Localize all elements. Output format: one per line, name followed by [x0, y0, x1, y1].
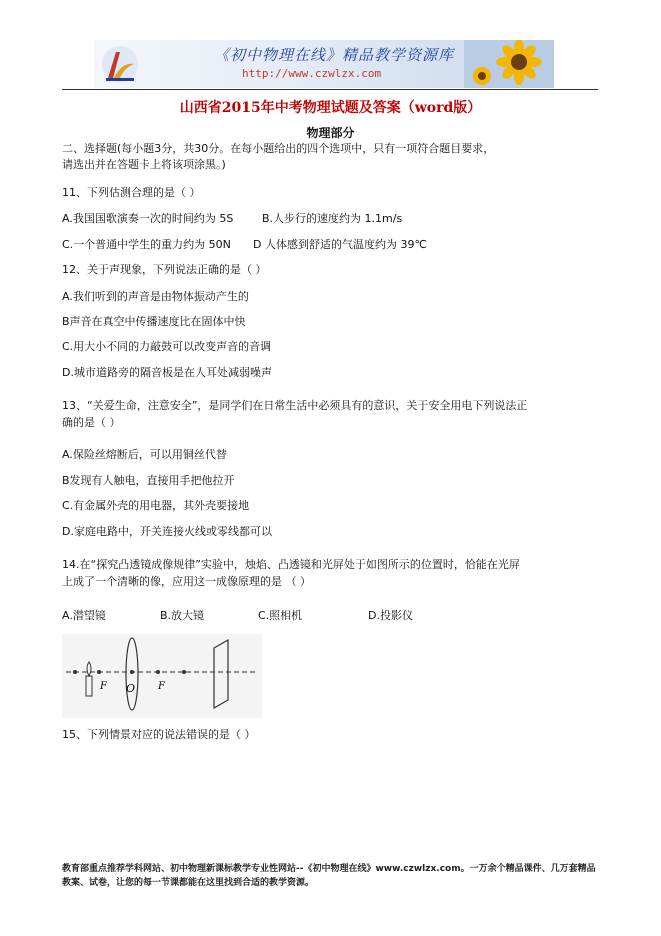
candle [86, 676, 92, 696]
q14-option-c: C.照相机 [258, 609, 303, 622]
section-intro-cont: 请选出并在答题卡上将该项涂黑。) [62, 158, 226, 171]
section-intro: 二、选择题(每小题3分，共30分。在每小题给出的四个选项中，只有一项符合题目要求， [62, 142, 495, 155]
question-13-stem-cont: 确的是（ ） [62, 416, 121, 429]
q11-option-d: D 人体感到舒适的气温度约为 39℃ [253, 238, 427, 251]
header-rule [62, 89, 598, 90]
question-11-stem: 11、下列估测合理的是（ ） [62, 186, 201, 199]
q12-option-b: B声音在真空中传播速度比在固体中快 [62, 315, 246, 328]
site-logo-icon [100, 44, 140, 84]
q11-option-b: B.人步行的速度约为 1.1m/s [262, 212, 403, 225]
focal-point-left [97, 670, 101, 674]
label-f-right: F [158, 681, 165, 692]
q11-option-c: C.一个普通中学生的重力约为 50N [62, 238, 231, 251]
page-footer: 教育部重点推荐学科网站、初中物理新课标教学专业性网站--《初中物理在线》www.czwlzx.com。一万余个精品课件、几万套精品教案、试卷，让您的每一节课都能在这里找到合适的教学资源。 [62, 864, 596, 888]
light-screen [214, 640, 228, 708]
label-f-left: F [100, 681, 107, 692]
q13-option-d: D.家庭电路中，开关连接火线或零线都可以 [62, 525, 272, 538]
candle-flame-icon [87, 662, 91, 676]
q11-option-a: A.我国国歌演奏一次的时间约为 5S [62, 212, 234, 225]
banner-title: 《初中物理在线》精品教学资源库 [214, 46, 455, 64]
q13-option-c: C.有金属外壳的用电器，其外壳要接地 [62, 499, 250, 512]
q14-option-d: D.投影仪 [368, 609, 413, 622]
optics-diagram-drawing [62, 634, 262, 718]
q13-option-b: B发现有人触电，直接用手把他拉开 [62, 474, 235, 487]
label-o: O [126, 682, 136, 695]
question-14-stem: 14.在“探究凸透镜成像规律”实验中，烛焰、凸透镜和光屏处于如图所示的位置时，恰能在光屏 [62, 558, 520, 571]
optics-diagram [62, 634, 262, 718]
q13-option-a: A.保险丝熔断后，可以用铜丝代替 [62, 448, 227, 461]
banner-url[interactable]: http://www.czwlzx.com [242, 67, 382, 80]
q14-option-b: B.放大镜 [160, 609, 205, 622]
q12-option-c: C.用大小不同的力敲鼓可以改变声音的音调 [62, 340, 272, 353]
q14-option-a: A.潜望镜 [62, 609, 106, 622]
focal-point-2f-right [182, 670, 186, 674]
question-12-stem: 12、关于声现象，下列说法正确的是（ ） [62, 263, 267, 276]
header-banner [94, 40, 554, 88]
question-13-stem: 13、“关爱生命，注意安全”，是同学们在日常生活中必须具有的意识，关于安全用电下列说法正 [62, 399, 528, 412]
document-title: 山西省2015年中考物理试题及答案（word版） [179, 100, 482, 116]
question-15-stem: 15、下列情景对应的说法错误的是（ ） [62, 728, 256, 741]
q12-option-a: A.我们听到的声音是由物体振动产生的 [62, 290, 249, 303]
optical-center [130, 670, 134, 674]
focal-point-right [156, 670, 160, 674]
sunflower-icon [464, 40, 554, 88]
q12-option-d: D.城市道路旁的隔音板是在人耳处减弱噪声 [62, 366, 272, 379]
question-14-stem-cont: 上成了一个清晰的像，应用这一成像原理的是 （ ） [62, 575, 311, 588]
section-subtitle: 物理部分 [306, 126, 355, 140]
focal-point-2f-left [73, 670, 77, 674]
